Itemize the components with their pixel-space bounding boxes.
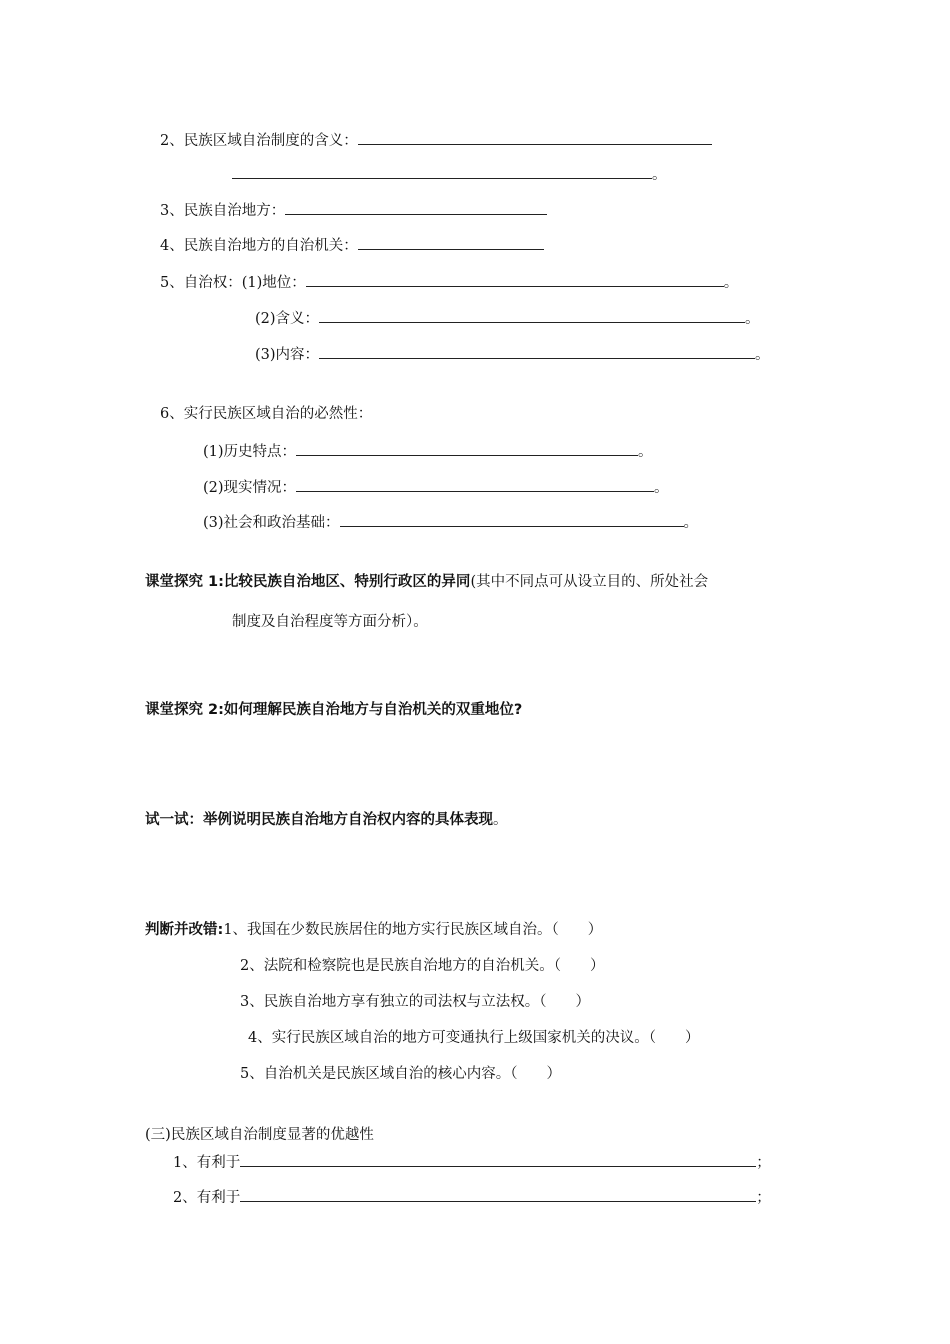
question-2-label: 2、民族区域自治制度的含义： (160, 133, 358, 149)
answer-blank[interactable] (358, 130, 712, 145)
judge-item-1 (145, 920, 602, 940)
period: 。 (683, 515, 699, 531)
period: 。 (493, 812, 508, 828)
answer-blank[interactable] (296, 477, 654, 492)
judge-statement: 4、实行民族区域自治的地方可变通执行上级国家机关的决议。（ ） (248, 1030, 700, 1046)
explore-1-title: 课堂探究 1:比较民族自治地区、特别行政区的异同 (145, 574, 471, 590)
judge-statement: 3、民族自治地方享有独立的司法权与立法权。（ ） (240, 994, 590, 1010)
question-3 (160, 200, 547, 221)
item-label: (3)社会和政治基础： (203, 515, 340, 531)
period: 。 (745, 311, 760, 327)
explore-1-note-end: 制度及自治程度等方面分析）。 (232, 614, 428, 630)
judge-item-2 (240, 956, 604, 976)
explore-1 (145, 572, 708, 592)
answer-blank[interactable] (358, 235, 544, 250)
judge-item-3 (240, 992, 590, 1012)
question-5-label: 5、自治权： (160, 275, 242, 291)
period: 。 (755, 347, 770, 363)
question-2 (160, 130, 712, 151)
item-label: (2)现实情况： (203, 480, 297, 496)
answer-blank[interactable] (285, 200, 547, 215)
answer-blank[interactable] (240, 1187, 756, 1202)
period: 。 (723, 275, 739, 291)
advantage-title: (三)民族区域自治制度显著的优越性 (145, 1127, 374, 1143)
question-6-label: 6、实行民族区域自治的必然性： (160, 406, 373, 422)
period: 。 (638, 444, 653, 460)
judge-title: 判断并改错: (145, 922, 224, 938)
item-label: (1)地位： (241, 275, 306, 291)
explore-1-continued (232, 612, 428, 632)
question-2-continued (232, 164, 667, 185)
judge-item-4 (248, 1028, 699, 1048)
item-label: 2、有利于 (173, 1190, 241, 1206)
question-6-item-1 (203, 441, 653, 462)
answer-blank[interactable] (319, 344, 755, 359)
period: 。 (654, 480, 669, 496)
answer-blank[interactable] (232, 164, 652, 179)
item-label: 1、有利于 (173, 1155, 241, 1171)
item-label: (1)历史特点： (203, 444, 297, 460)
question-6 (160, 404, 372, 424)
period: 。 (652, 167, 667, 183)
judge-statement: 2、法院和检察院也是民族自治地方的自治机关。（ ） (240, 958, 605, 974)
try-it (145, 810, 508, 830)
answer-blank[interactable] (319, 308, 745, 323)
advantage-item-2 (173, 1187, 771, 1208)
semicolon: ； (756, 1155, 771, 1171)
try-it-title: 试一试：举例说明民族自治地方自治权内容的具体表现 (145, 812, 493, 828)
question-3-label: 3、民族自治地方： (160, 203, 286, 219)
explore-2 (145, 700, 522, 720)
answer-blank[interactable] (296, 441, 638, 456)
question-6-item-2 (203, 477, 669, 498)
question-5-item-3 (255, 344, 770, 365)
question-4-label: 4、民族自治地方的自治机关： (160, 238, 358, 254)
advantage-section (145, 1125, 374, 1145)
explore-2-title: 课堂探究 2:如何理解民族自治地方与自治机关的双重地位? (145, 702, 523, 718)
answer-blank[interactable] (306, 272, 724, 287)
question-5 (160, 272, 738, 293)
answer-blank[interactable] (240, 1152, 756, 1167)
question-6-item-3 (203, 512, 698, 533)
semicolon: ； (756, 1190, 771, 1206)
answer-blank[interactable] (340, 512, 684, 527)
question-5-item-2 (255, 308, 760, 329)
judge-item-5 (240, 1064, 561, 1084)
judge-statement: 1、我国在少数民族居住的地方实行民族区域自治。（ ） (223, 922, 603, 938)
item-label: (2)含义： (255, 311, 320, 327)
judge-statement: 5、自治机关是民族区域自治的核心内容。（ ） (240, 1066, 561, 1082)
item-label: (3)内容： (255, 347, 320, 363)
question-4 (160, 235, 544, 256)
explore-1-note: (其中不同点可从设立目的、所处社会 (470, 574, 709, 590)
advantage-item-1 (173, 1152, 771, 1173)
